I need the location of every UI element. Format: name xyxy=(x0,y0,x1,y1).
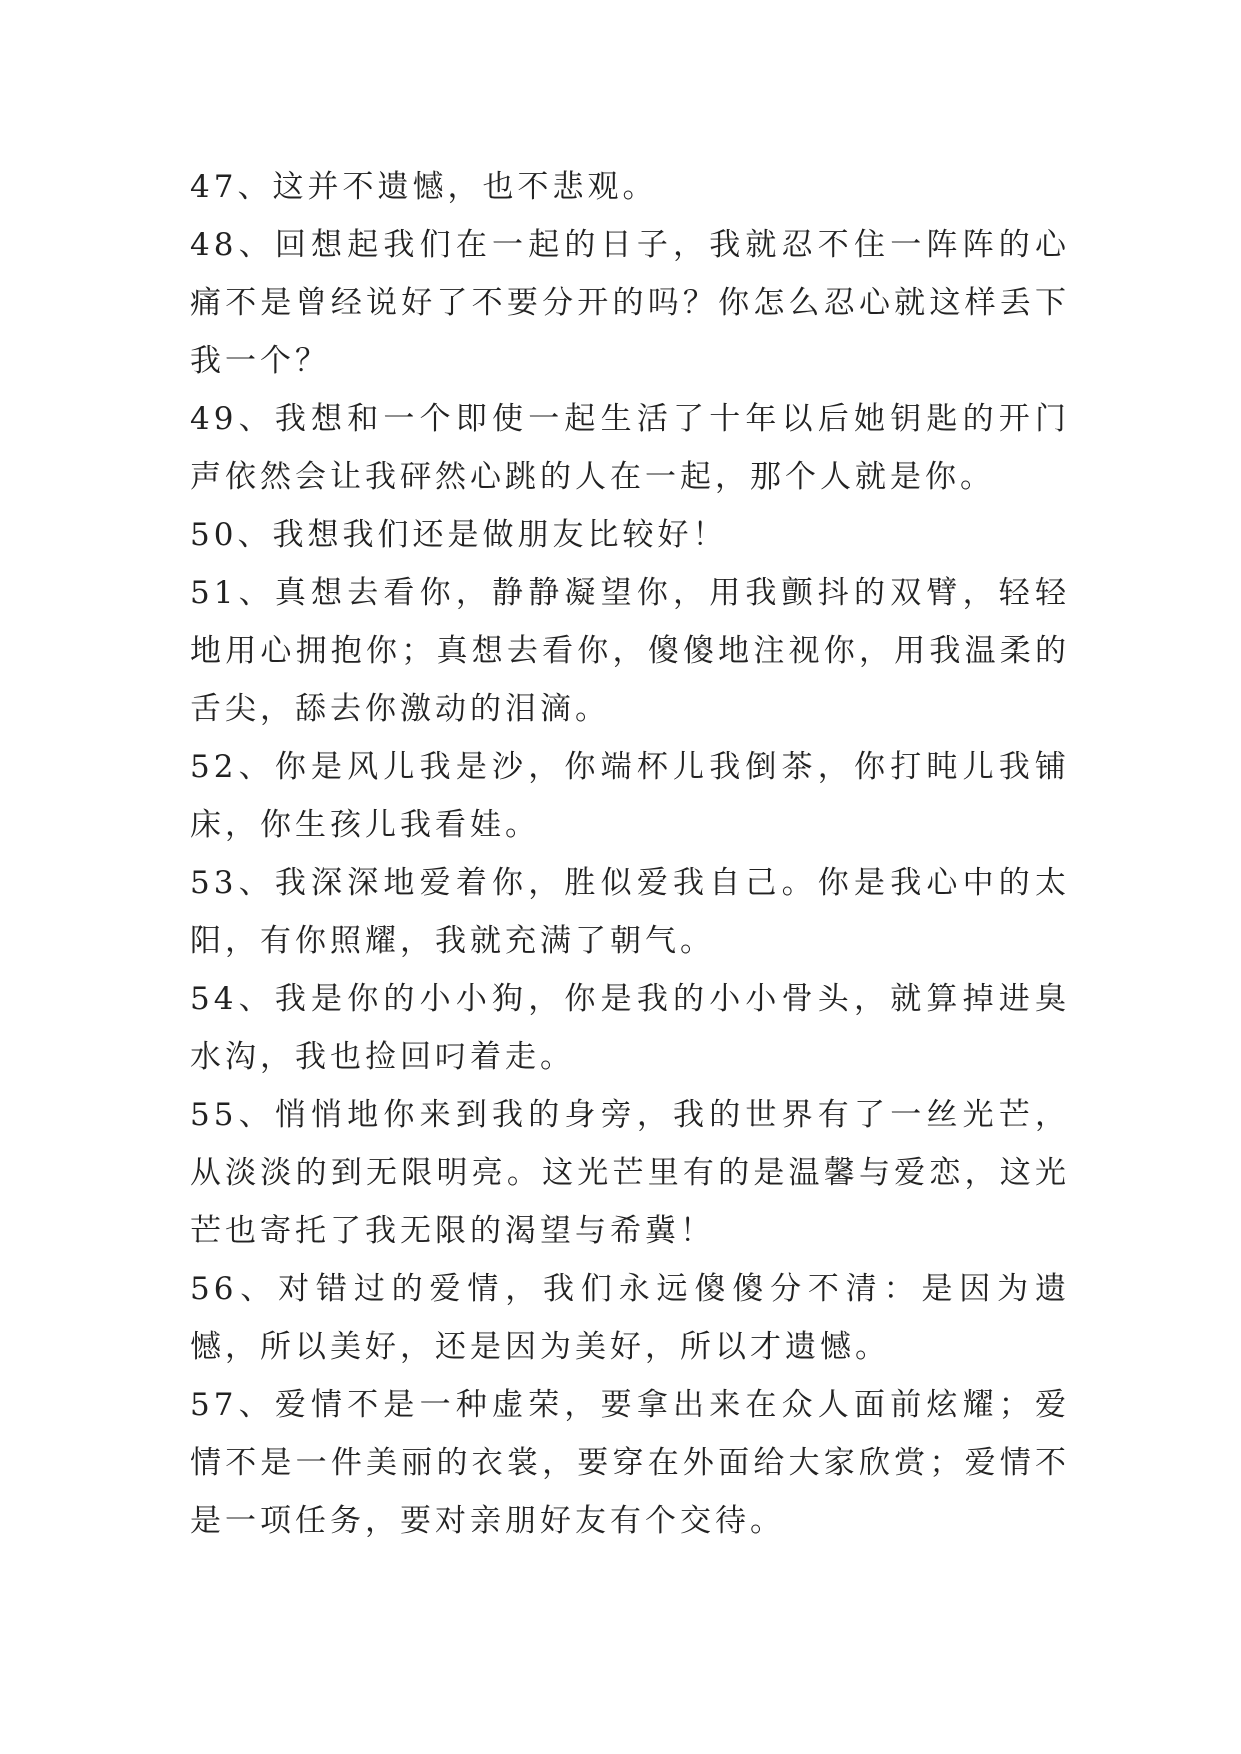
paragraph-51: 51、真想去看你，静静凝望你，用我颤抖的双臂，轻轻地用心拥抱你；真想去看你，傻傻地注视你，用我温柔的舌尖，舔去你激动的泪滴。 xyxy=(190,575,1070,727)
paragraph-50: 50、我想我们还是做朋友比较好！ xyxy=(190,517,728,553)
paragraph-57: 57、爱情不是一种虚荣，要拿出来在众人面前炫耀；爱情不是一件美丽的衣裳，要穿在外面给大家欣赏；爱情不是一项任务，要对亲朋好友有个交待。 xyxy=(190,1387,1070,1539)
paragraph-47: 47、这并不遗憾，也不悲观。 xyxy=(190,169,658,205)
paragraph-48: 48、回想起我们在一起的日子，我就忍不住一阵阵的心痛不是曾经说好了不要分开的吗？你怎么忍心就这样丢下我一个？ xyxy=(190,227,1070,379)
paragraph-56: 56、对错过的爱情，我们永远傻傻分不清：是因为遗憾，所以美好，还是因为美好，所以才遗憾。 xyxy=(190,1271,1070,1365)
document-body xyxy=(190,158,1070,1550)
paragraph-54: 54、我是你的小小狗，你是我的小小骨头，就算掉进臭水沟，我也捡回叼着走。 xyxy=(190,981,1070,1075)
paragraph-49: 49、我想和一个即使一起生活了十年以后她钥匙的开门声依然会让我砰然心跳的人在一起，那个人就是你。 xyxy=(190,401,1070,495)
paragraph-55: 55、悄悄地你来到我的身旁，我的世界有了一丝光芒，从淡淡的到无限明亮。这光芒里有的是温馨与爱恋，这光芒也寄托了我无限的渴望与希冀！ xyxy=(190,1097,1070,1249)
paragraph-52: 52、你是风儿我是沙，你端杯儿我倒茶，你打盹儿我铺床，你生孩儿我看娃。 xyxy=(190,749,1070,843)
paragraph-53: 53、我深深地爱着你，胜似爱我自己。你是我心中的太阳，有你照耀，我就充满了朝气。 xyxy=(190,865,1070,959)
